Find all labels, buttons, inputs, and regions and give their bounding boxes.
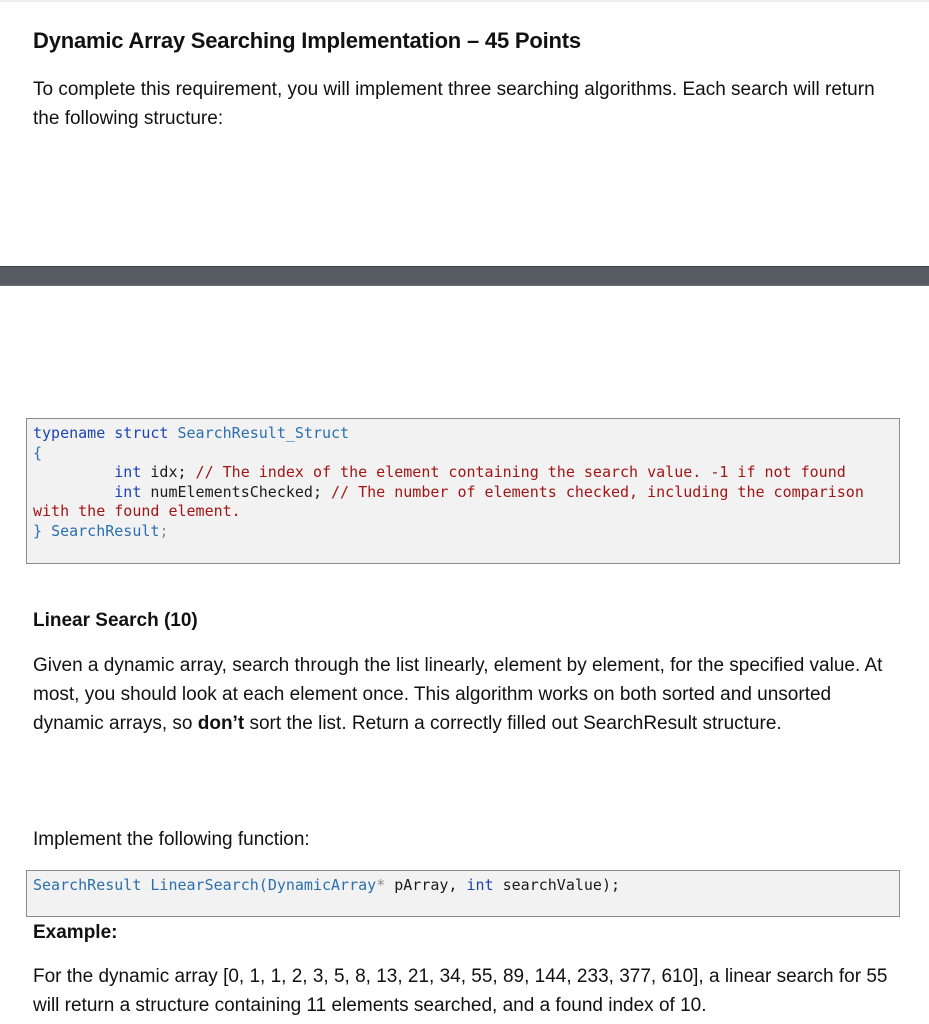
implement-label: Implement the following function: <box>33 829 310 850</box>
struct-code-block <box>26 418 900 564</box>
linear-text-part-2: sort the list. Return a correctly filled out SearchResult structure. <box>244 713 782 734</box>
typedef-name: SearchResult <box>51 521 160 540</box>
code-line-1 <box>33 424 899 444</box>
keyword-struct: struct <box>114 424 169 442</box>
code-line-6 <box>33 522 899 542</box>
param-type-int: int <box>457 876 494 894</box>
indent <box>33 483 114 501</box>
comment-continuation: with the found element. <box>33 502 241 520</box>
param-parray: pArray, <box>385 876 458 894</box>
top-border <box>0 0 929 2</box>
field-idx: idx; <box>141 463 187 481</box>
example-heading: Example: <box>33 922 118 943</box>
param-search-value: searchValue); <box>493 876 621 894</box>
param-type-dynamic-array: DynamicArray <box>267 876 377 894</box>
code-line-2 <box>33 444 899 464</box>
function-signature <box>33 876 899 896</box>
open-brace: { <box>33 443 43 462</box>
comment-idx: // The index of the element containing the search value. -1 if not found <box>186 463 846 481</box>
function-code-block <box>26 870 900 917</box>
type-int: int <box>114 482 142 501</box>
linear-text-bold: don’t <box>197 713 245 734</box>
pointer-star: * <box>376 876 386 894</box>
field-num-elements-checked: numElementsChecked; <box>141 482 322 501</box>
close-brace: } <box>33 521 52 540</box>
code-line-4 <box>33 483 899 503</box>
struct-name: SearchResult_Struct <box>177 424 350 442</box>
example-paragraph: For the dynamic array [0, 1, 1, 2, 3, 5, 8, 13, 21, 34, 55, 89, 144, 233, 377, 610], a linear search for 55 will return a structure containing 11 elements searched, and a found index of 10. <box>33 966 888 1016</box>
document-title: Dynamic Array Searching Implementation – 45 Points <box>33 28 581 53</box>
type-int: int <box>114 463 142 481</box>
semicolon: ; <box>159 521 169 540</box>
page-break-divider <box>0 266 929 286</box>
linear-search-heading: Linear Search (10) <box>33 610 198 631</box>
keyword-typename: typename <box>33 424 106 442</box>
code-line-3 <box>33 463 899 483</box>
comment-num-elements: // The number of elements checked, including the comparison <box>322 482 864 501</box>
indent <box>33 463 114 481</box>
linear-search-paragraph <box>33 651 903 738</box>
linear-text-part-1: Given a dynamic array, search through the list linearly, element by element, for the specified value. At most, you should look at each element once. This algorithm works on both sorted and unsorted dynamic arrays, so <box>33 655 883 734</box>
intro-paragraph: To complete this requirement, you will implement three searching algorithms. Each search will return the following structure: <box>33 79 875 129</box>
code-line-5 <box>33 502 899 522</box>
function-name: LinearSearch( <box>141 876 268 894</box>
return-type: SearchResult <box>33 876 142 894</box>
